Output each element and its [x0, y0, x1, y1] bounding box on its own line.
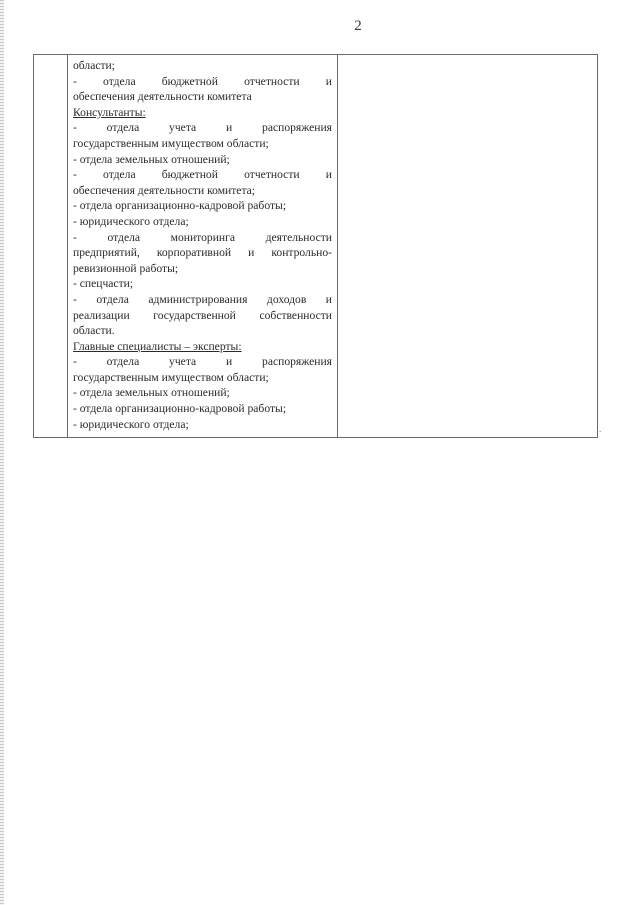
scan-edge [0, 0, 4, 905]
text-line: предприятий, корпоративной и контрольно- [73, 246, 332, 260]
text-line: - отдела организационно-кадровой работы; [73, 402, 287, 416]
section-heading [73, 339, 332, 355]
text-line: - спецчасти; [73, 277, 134, 291]
text-line: - юридического отдела; [73, 214, 189, 228]
text-line: - отдела земельных отношений; [73, 152, 230, 166]
departments-text [68, 55, 337, 432]
page-number: 2 [354, 18, 362, 34]
text-line: государственным имуществом области; [73, 136, 269, 150]
number-column-cell [34, 55, 68, 438]
text-line: - отдела бюджетной отчетности и [73, 168, 332, 182]
empty-right-cell [338, 55, 598, 438]
table-row [34, 55, 598, 438]
text-line: обеспечения деятельности комитета [73, 90, 252, 104]
text-line: обеспечения деятельности комитета; [73, 183, 256, 197]
chief-specialists-heading: Главные специалисты – эксперты: [73, 339, 242, 353]
text-line: - отдела учета и распоряжения [73, 121, 332, 135]
text-line: - отдела организационно-кадровой работы; [73, 199, 287, 213]
text-line: области; [73, 59, 115, 72]
text-line: ревизионной работы; [73, 261, 179, 275]
consultants-heading: Консультанты: [73, 105, 146, 119]
text-line: - отдела мониторинга деятельности [73, 230, 332, 244]
text-line: - отдела земельных отношений; [73, 386, 230, 400]
text-line: - отдела администрирования доходов и [73, 292, 332, 306]
document-table [33, 54, 598, 438]
section-heading [73, 105, 332, 121]
text-line: области. [73, 324, 115, 338]
departments-cell [68, 55, 338, 438]
text-line: - юридического отдела; [73, 417, 189, 431]
text-line: - отдела учета и распоряжения [73, 355, 332, 369]
text-line: государственным имуществом области; [73, 370, 269, 384]
margin-mark: . [599, 424, 602, 434]
text-line: - отдела бюджетной отчетности и [73, 74, 332, 88]
text-line: реализации государственной собственности [73, 308, 332, 322]
